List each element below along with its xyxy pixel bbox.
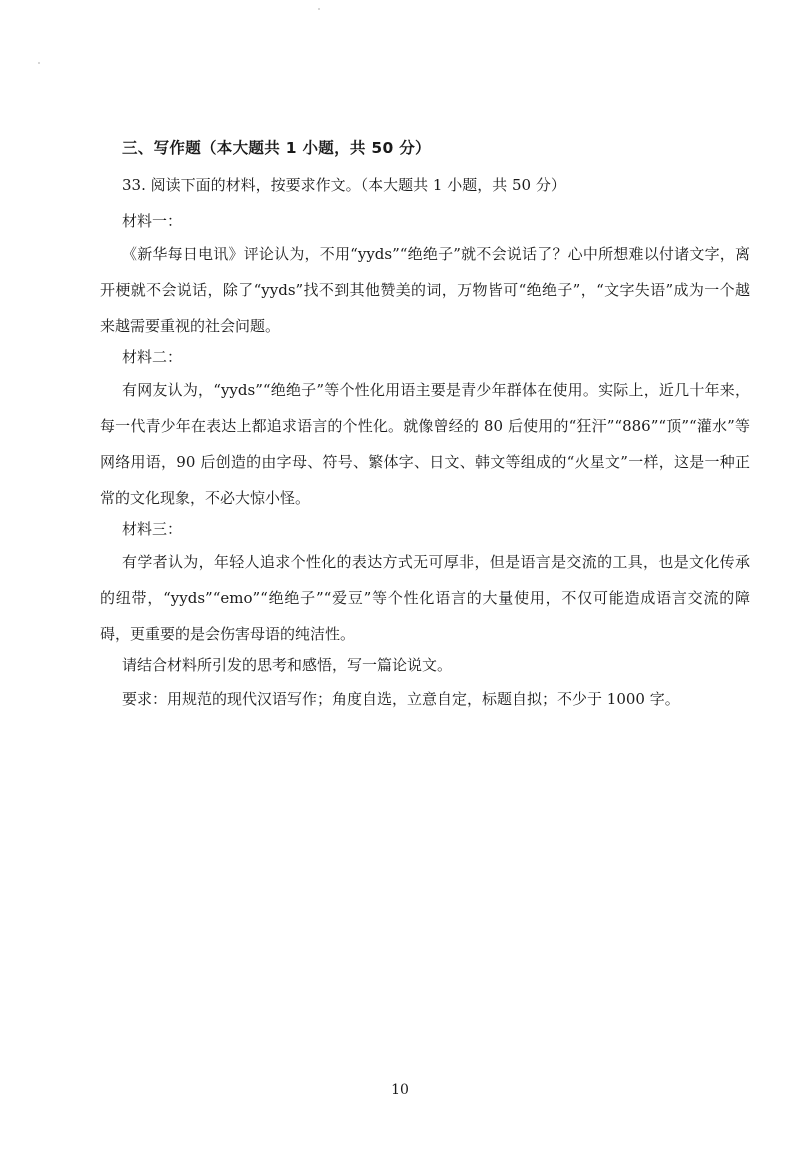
material-3-heading: 材料三： bbox=[122, 520, 183, 538]
question-prompt: 33. 阅读下面的材料，按要求作文。（本大题共 1 小题，共 50 分） bbox=[122, 176, 566, 194]
material-2-text: 有网友认为，“yyds”“绝绝子”等个性化用语主要是青少年群体在使用。实际上，近几十年来，每一代青少年在表达上都追求语言的个性化。就像曾经的 80 后使用的“狂汗”“886”“顶”“灌水”等网络用语，90 后创造的由字母、符号、繁体字、日文、韩文等组成的“火星文”一样，这是一种正常的文化现象，不必大惊小怪。 bbox=[100, 381, 750, 507]
writing-requirements: 要求：用规范的现代汉语写作；角度自选，立意自定，标题自拟；不少于 1000 字。 bbox=[122, 690, 680, 708]
page-number: 10 bbox=[391, 1082, 409, 1098]
scan-speck bbox=[38, 62, 40, 64]
writing-instruction: 请结合材料所引发的思考和感悟，写一篇论说文。 bbox=[122, 656, 453, 674]
material-3-text: 有学者认为，年轻人追求个性化的表达方式无可厚非，但是语言是交流的工具，也是文化传承的纽带，“yyds”“emo”“绝绝子”“爱豆”等个性化语言的大量使用，不仅可能造成语言交流的障碍，更重要的是会伤害母语的纯洁性。 bbox=[100, 553, 750, 643]
section-title: 三、写作题（本大题共 1 小题，共 50 分） bbox=[122, 139, 431, 157]
material-2-heading: 材料二： bbox=[122, 348, 183, 366]
material-1-text: 《新华每日电讯》评论认为，不用“yyds”“绝绝子”就不会说话了？心中所想难以付诸文字，离开梗就不会说话，除了“yyds”找不到其他赞美的词，万物皆可“绝绝子”，“文字失语”成为一个越来越需要重视的社会问题。 bbox=[100, 245, 750, 335]
material-1-heading: 材料一： bbox=[122, 212, 183, 230]
scan-speck bbox=[318, 8, 320, 10]
